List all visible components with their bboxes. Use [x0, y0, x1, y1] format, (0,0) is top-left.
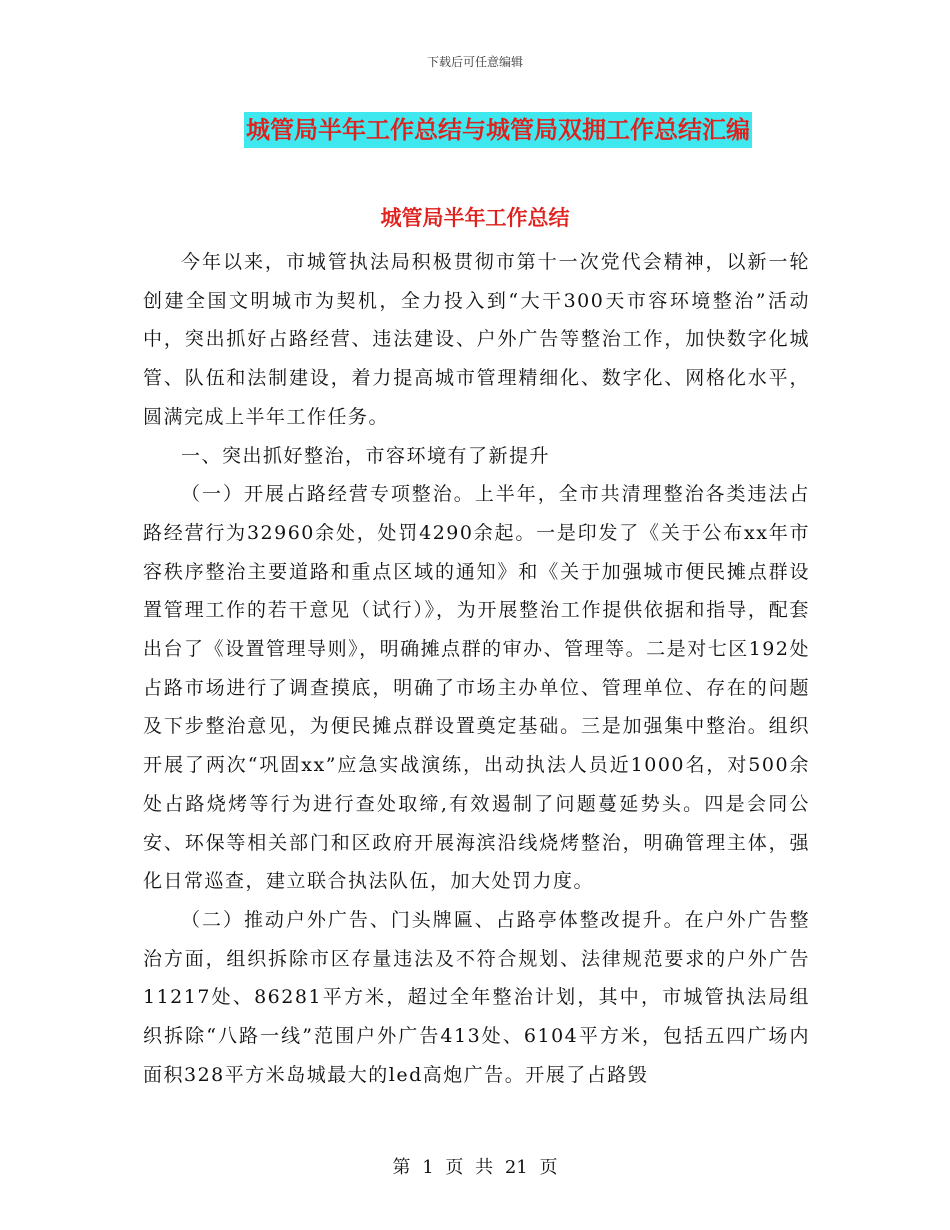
- document-title: 城管局半年工作总结与城管局双拥工作总结汇编: [244, 112, 752, 148]
- page-header-note: 下载后可任意编辑: [426, 55, 523, 69]
- document-title-wrapper: [0, 112, 950, 148]
- body-paragraph: （一）开展占路经营专项整治。上半年，全市共清理整治各类违法占路经营行为32960余处，处罚4290余起。一是印发了《关于公布xx年市容秩序整治主要道路和重点区域的通知》和《关于加强城市便民摊点群设置管理工作的若干意见（试行）》，为开展整治工作提供依据和指导，配套出台了《设置管理导则》，明确摊点群的审办、管理等。二是对七区192处占路市场进行了调查摸底，明确了市场主办单位、管理单位、存在的问题及下步整治意见，为便民摊点群设置奠定基础。三是加强集中整治。组织开展了两次“巩固xx”应急实战演练，出动执法人员近1000名，对500余处占路烧烤等行为进行查处取缔,有效遏制了问题蔓延势头。四是会同公安、环保等相关部门和区政府开展海滨沿线烧烤整治，明确管理主体，强化日常巡查，建立联合执法队伍，加大处罚力度。: [143, 483, 810, 893]
- body-paragraph: （二）推动户外广告、门头牌匾、占路亭体整改提升。在户外广告整治方面，组织拆除市区存量违法及不符合规划、法律规范要求的户外广告11217处、86281平方米，超过全年整治计划，其中，市城管执法局组织拆除“八路一线”范围户外广告413处、6104平方米，包括五四广场内面积328平方米岛城最大的led高炮广告。开展了占路毁: [143, 908, 810, 1086]
- section-heading: 一、突出抓好整治，市容环境有了新提升: [181, 444, 551, 467]
- section-title: 城管局半年工作总结: [380, 206, 570, 230]
- document-body: [143, 243, 810, 1094]
- body-paragraph: 今年以来，市城管执法局积极贯彻市第十一次党代会精神，以新一轮创建全国文明城市为契机，全力投入到“大干300天市容环境整治”活动中，突出抓好占路经营、违法建设、户外广告等整治工作，加快数字化城管、队伍和法制建设，着力提高城市管理精细化、数字化、网格化水平，圆满完成上半年工作任务。: [143, 251, 810, 428]
- page-number-footer: 第 1 页 共 21 页: [392, 1157, 558, 1178]
